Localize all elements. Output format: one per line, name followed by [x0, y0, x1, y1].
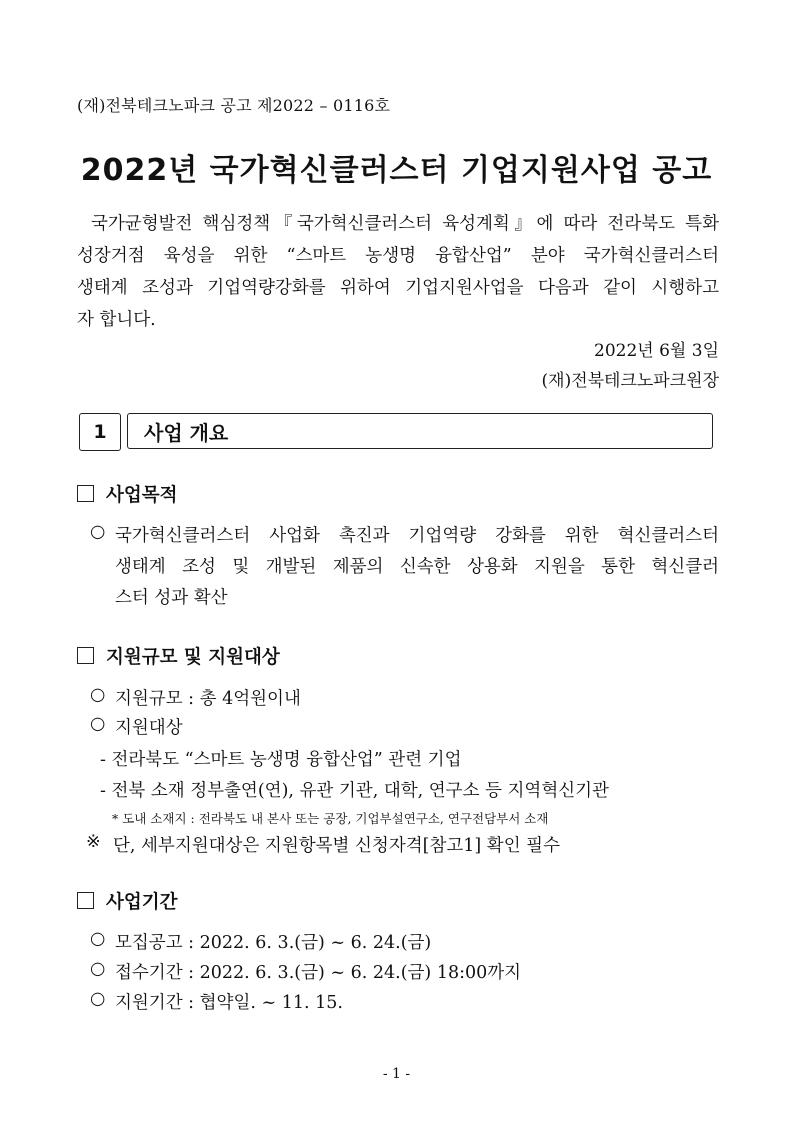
purpose-line-2: 생태계 조성 및 개발된 제품의 신속한 상용화 지원을 통한 혁신클러	[115, 557, 719, 577]
intro-line-3: 생태계 조성과 기업역량강화를 위하여 기업지원사업을 다음과 같이 시행하고	[77, 278, 719, 298]
scope-note: * 도내 소재지 : 전라북도 내 본사 또는 공장, 기업부설연구소, 연구전담부서 소재	[112, 811, 549, 826]
purpose-line-3: 스터 성과 확산	[115, 588, 228, 608]
intro-line-1: 국가균형발전 핵심정책『국가혁신클러스터 육성계획』에 따라 전라북도 특화	[91, 214, 719, 234]
period-application: 접수기간 : 2022. 6. 3.(금) ~ 6. 24.(금) 18:00까지	[115, 963, 522, 983]
intro-line-2: 성장거점 육성을 위한 “스마트 농생명 융합산업” 분야 국가혁신클러스터	[77, 246, 719, 266]
heading-scope	[77, 643, 280, 669]
section-header	[79, 413, 715, 451]
bullet-circle-icon: ○	[90, 522, 106, 542]
heading-scope-label: 지원규모 및 지원대상	[106, 647, 280, 668]
notice-number: (재)전북테크노파크 공고 제2022 – 0116호	[77, 96, 391, 115]
section-title: 사업 개요	[127, 413, 713, 449]
page-number: - 1 -	[382, 1066, 411, 1082]
announcement-date: 2022년 6월 3일	[594, 341, 719, 361]
heading-purpose-label: 사업목적	[106, 485, 178, 506]
scope-sub-item-2: - 전북 소재 정부출연(연), 유관 기관, 대학, 연구소 등 지역혁신기관	[100, 781, 609, 801]
period-recruitment: 모집공고 : 2022. 6. 3.(금) ~ 6. 24.(금)	[115, 933, 432, 953]
intro-line-4: 자 합니다.	[77, 310, 156, 330]
issuer-name: (재)전북테크노파크원장	[541, 371, 719, 391]
heading-period-label: 사업기간	[106, 892, 178, 913]
checkbox-square-icon	[77, 892, 94, 909]
heading-purpose	[77, 481, 177, 507]
scope-sub-item-1: - 전라북도 “스마트 농생명 융합산업” 관련 기업	[100, 750, 462, 770]
bullet-circle-icon: ○	[90, 714, 106, 734]
purpose-line-1: 국가혁신클러스터 사업화 촉진과 기업역량 강화를 위한 혁신클러스터	[115, 526, 719, 546]
scope-remark: 단, 세부지원대상은 지원항목별 신청자격[참고1] 확인 필수	[113, 836, 560, 856]
period-support: 지원기간 : 협약일. ~ 11. 15.	[115, 993, 343, 1013]
bullet-circle-icon: ○	[90, 929, 106, 949]
heading-period	[77, 888, 177, 914]
page-title: 2022년 국가혁신클러스터 기업지원사업 공고	[80, 153, 713, 188]
section-number: 1	[79, 413, 121, 451]
checkbox-square-icon	[77, 485, 94, 502]
scope-scale: 지원규모 : 총 4억원이내	[115, 689, 301, 709]
bullet-circle-icon: ○	[90, 959, 106, 979]
reference-mark-icon: ※	[86, 832, 101, 852]
bullet-circle-icon: ○	[90, 685, 106, 705]
scope-target: 지원대상	[115, 718, 183, 738]
bullet-circle-icon: ○	[90, 989, 106, 1009]
checkbox-square-icon	[77, 647, 94, 664]
